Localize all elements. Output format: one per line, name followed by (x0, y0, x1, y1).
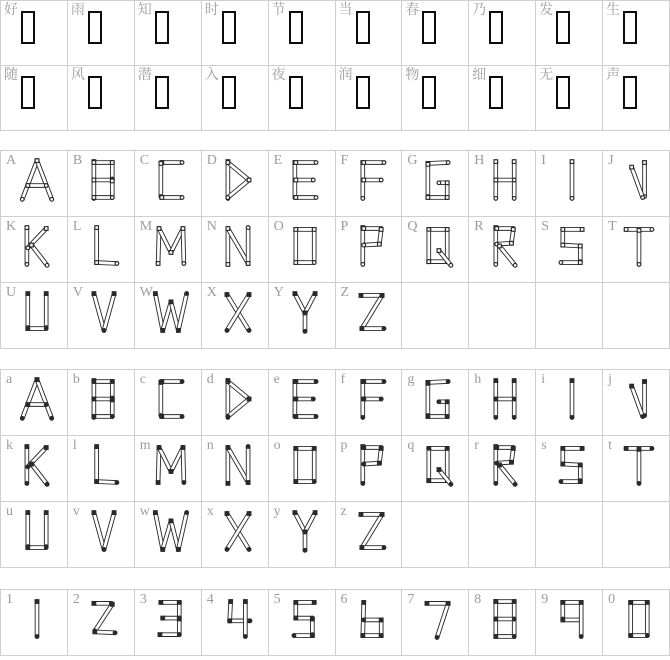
glyph-cell-empty (402, 283, 469, 349)
glyph-cell-细 (469, 66, 536, 131)
safety-pin-glyph-icon (14, 441, 60, 489)
cell-label: D (206, 153, 217, 168)
cell-label: o (273, 438, 281, 453)
safety-pin-glyph-icon (215, 156, 261, 204)
notdef-box-icon (556, 11, 570, 44)
glyph-cell-F (336, 151, 403, 217)
cell-label: 润 (338, 68, 353, 83)
safety-pin-glyph-icon (616, 595, 662, 643)
safety-pin-glyph-icon (81, 156, 127, 204)
cell-label: 7 (407, 592, 415, 607)
glyph-cell-声 (603, 66, 670, 131)
safety-pin-glyph-icon (148, 288, 194, 336)
safety-pin-glyph-icon (349, 507, 395, 555)
glyph-cell-好 (1, 1, 68, 66)
glyph-cell-Y (269, 283, 336, 349)
cell-label: S (541, 219, 549, 234)
safety-pin-glyph-icon (148, 595, 194, 643)
cell-label: k (6, 438, 13, 453)
glyph-cell-x (202, 502, 269, 568)
glyph-cell-o (269, 436, 336, 502)
cell-label: V (72, 285, 84, 300)
safety-pin-glyph-icon (282, 288, 328, 336)
glyph-cell-时 (202, 1, 269, 66)
glyph-cell-d (202, 370, 269, 436)
cell-label: W (139, 285, 154, 300)
glyph-cell-empty (536, 502, 603, 568)
notdef-box-icon (356, 11, 370, 44)
safety-pin-glyph-icon (415, 222, 461, 270)
glyph-cell-O (269, 217, 336, 283)
glyph-cell-r (469, 436, 536, 502)
safety-pin-glyph-icon (148, 507, 194, 555)
glyph-cell-z (336, 502, 403, 568)
cell-label: s (541, 438, 547, 453)
glyph-cell-c (135, 370, 202, 436)
glyph-cell-g (402, 370, 469, 436)
cell-label: 物 (405, 68, 420, 83)
cell-label: f (340, 372, 346, 387)
glyph-cell-4 (202, 590, 269, 656)
cell-label: G (407, 153, 418, 168)
cell-label: L (72, 219, 82, 234)
cell-label: T (608, 219, 617, 234)
cell-label: 潜 (137, 68, 152, 83)
safety-pin-glyph-icon (415, 441, 461, 489)
glyph-cell-Z (336, 283, 403, 349)
safety-pin-glyph-icon (282, 222, 328, 270)
notdef-box-icon (489, 11, 503, 44)
cell-label: Y (273, 285, 284, 300)
glyph-cell-R (469, 217, 536, 283)
glyph-cell-f (336, 370, 403, 436)
cell-label: O (273, 219, 284, 234)
glyph-cell-p (336, 436, 403, 502)
notdef-box-icon (21, 76, 35, 109)
cell-label: y (273, 504, 281, 519)
notdef-box-icon (289, 76, 303, 109)
glyph-cell-5 (269, 590, 336, 656)
cell-label: 0 (608, 592, 616, 607)
cell-label: n (206, 438, 214, 453)
safety-pin-glyph-icon (415, 595, 461, 643)
safety-pin-glyph-icon (482, 156, 528, 204)
safety-pin-glyph-icon (616, 156, 662, 204)
cell-label: 5 (273, 592, 281, 607)
cell-label: 发 (539, 3, 554, 18)
glyph-cell-v (68, 502, 135, 568)
cell-label: 知 (137, 3, 152, 18)
glyph-cell-K (1, 217, 68, 283)
cell-label: 当 (338, 3, 353, 18)
glyph-cell-生 (603, 1, 670, 66)
safety-pin-glyph-icon (616, 441, 662, 489)
glyph-cell-L (68, 217, 135, 283)
glyph-cell-春 (402, 1, 469, 66)
glyph-cell-A (1, 151, 68, 217)
cell-label: H (474, 153, 485, 168)
glyph-cell-X (202, 283, 269, 349)
cell-label: I (541, 153, 546, 168)
safety-pin-glyph-icon (549, 375, 595, 423)
glyph-cell-empty (603, 283, 670, 349)
cell-label: P (340, 219, 349, 234)
glyph-cell-U (1, 283, 68, 349)
glyph-cell-E (269, 151, 336, 217)
safety-pin-glyph-icon (81, 507, 127, 555)
cell-label: B (72, 153, 83, 168)
glyph-cell-物 (402, 66, 469, 131)
safety-pin-glyph-icon (148, 375, 194, 423)
safety-pin-glyph-icon (14, 595, 60, 643)
safety-pin-glyph-icon (482, 441, 528, 489)
cell-label: 6 (340, 592, 348, 607)
lowercase-table (0, 369, 670, 568)
glyph-cell-T (603, 217, 670, 283)
glyph-cell-N (202, 217, 269, 283)
safety-pin-glyph-icon (148, 441, 194, 489)
cell-label: z (340, 504, 347, 519)
cell-label: F (340, 153, 349, 168)
cell-label: 春 (405, 3, 420, 18)
safety-pin-glyph-icon (14, 507, 60, 555)
glyph-cell-t (603, 436, 670, 502)
cell-label: 节 (271, 3, 286, 18)
glyph-cell-y (269, 502, 336, 568)
safety-pin-glyph-icon (81, 595, 127, 643)
safety-pin-glyph-icon (282, 441, 328, 489)
glyph-cell-夜 (269, 66, 336, 131)
cell-label: C (139, 153, 150, 168)
glyph-cell-知 (135, 1, 202, 66)
safety-pin-glyph-icon (81, 288, 127, 336)
safety-pin-glyph-icon (215, 375, 261, 423)
cell-label: g (407, 372, 415, 387)
glyph-cell-n (202, 436, 269, 502)
cell-label: 4 (206, 592, 214, 607)
glyph-cell-7 (402, 590, 469, 656)
glyph-cell-empty (536, 283, 603, 349)
glyph-cell-B (68, 151, 135, 217)
cell-label: M (139, 219, 153, 234)
notdef-box-icon (289, 11, 303, 44)
safety-pin-glyph-icon (215, 595, 261, 643)
glyph-cell-当 (336, 1, 403, 66)
safety-pin-glyph-icon (482, 595, 528, 643)
glyph-cell-a (1, 370, 68, 436)
safety-pin-glyph-icon (215, 507, 261, 555)
cell-label: Q (407, 219, 418, 234)
cell-label: d (206, 372, 214, 387)
cell-label: X (206, 285, 217, 300)
cell-label: m (139, 438, 151, 453)
cell-label: 3 (139, 592, 147, 607)
notdef-box-icon (556, 76, 570, 109)
safety-pin-glyph-icon (549, 441, 595, 489)
glyph-cell-i (536, 370, 603, 436)
cell-label: 雨 (70, 3, 85, 18)
safety-pin-glyph-icon (282, 507, 328, 555)
glyph-cell-发 (536, 1, 603, 66)
cell-label: h (474, 372, 482, 387)
glyph-cell-u (1, 502, 68, 568)
safety-pin-glyph-icon (14, 156, 60, 204)
safety-pin-glyph-icon (148, 156, 194, 204)
safety-pin-glyph-icon (482, 222, 528, 270)
glyph-cell-2 (68, 590, 135, 656)
safety-pin-glyph-icon (282, 375, 328, 423)
cell-label: K (6, 219, 17, 234)
glyph-cell-雨 (68, 1, 135, 66)
safety-pin-glyph-icon (81, 222, 127, 270)
safety-pin-glyph-icon (14, 222, 60, 270)
digits-table (0, 589, 670, 656)
glyph-cell-无 (536, 66, 603, 131)
glyph-cell-q (402, 436, 469, 502)
glyph-cell-V (68, 283, 135, 349)
safety-pin-glyph-icon (81, 441, 127, 489)
safety-pin-glyph-icon (349, 441, 395, 489)
cell-label: 夜 (271, 68, 286, 83)
glyph-cell-e (269, 370, 336, 436)
safety-pin-glyph-icon (215, 441, 261, 489)
glyph-cell-S (536, 217, 603, 283)
cell-label: i (541, 372, 546, 387)
notdef-box-icon (222, 76, 236, 109)
cell-label: e (273, 372, 280, 387)
cell-label: 细 (472, 68, 487, 83)
cell-label: r (474, 438, 479, 453)
glyph-cell-8 (469, 590, 536, 656)
safety-pin-glyph-icon (349, 375, 395, 423)
notdef-box-icon (422, 11, 436, 44)
cell-label: p (340, 438, 348, 453)
notdef-box-icon (422, 76, 436, 109)
safety-pin-glyph-icon (349, 222, 395, 270)
cell-label: J (608, 153, 614, 168)
cell-label: q (407, 438, 415, 453)
cell-label: 无 (539, 68, 554, 83)
glyph-cell-节 (269, 1, 336, 66)
cell-label: 风 (70, 68, 85, 83)
glyph-cell-w (135, 502, 202, 568)
notdef-box-icon (489, 76, 503, 109)
glyph-cell-H (469, 151, 536, 217)
cell-label: A (6, 153, 17, 168)
glyph-cell-empty (603, 502, 670, 568)
safety-pin-glyph-icon (482, 375, 528, 423)
cell-label: 好 (4, 3, 18, 18)
cell-label: 2 (72, 592, 80, 607)
cell-label: w (139, 504, 150, 519)
cell-label: t (608, 438, 612, 453)
safety-pin-glyph-icon (282, 156, 328, 204)
glyph-cell-b (68, 370, 135, 436)
cell-label: a (6, 372, 13, 387)
glyph-cell-s (536, 436, 603, 502)
glyph-cell-入 (202, 66, 269, 131)
glyph-cell-empty (469, 502, 536, 568)
cell-label: 1 (6, 592, 13, 607)
cell-label: v (72, 504, 80, 519)
glyph-cell-J (603, 151, 670, 217)
cell-label: Z (340, 285, 350, 300)
glyph-cell-风 (68, 66, 135, 131)
glyph-cell-j (603, 370, 670, 436)
cell-label: j (608, 372, 612, 387)
safety-pin-glyph-icon (349, 288, 395, 336)
cell-label: c (139, 372, 147, 387)
notdef-box-icon (21, 11, 35, 44)
notdef-box-icon (88, 76, 102, 109)
safety-pin-glyph-icon (616, 375, 662, 423)
cell-label: 入 (204, 68, 219, 83)
safety-pin-glyph-icon (282, 595, 328, 643)
glyph-cell-W (135, 283, 202, 349)
cell-label: l (72, 438, 77, 453)
glyph-cell-G (402, 151, 469, 217)
safety-pin-glyph-icon (349, 156, 395, 204)
cell-label: x (206, 504, 214, 519)
glyph-cell-P (336, 217, 403, 283)
cell-label: U (6, 285, 17, 300)
cell-label: R (474, 219, 484, 234)
cell-label: 乃 (472, 3, 487, 18)
glyph-cell-乃 (469, 1, 536, 66)
safety-pin-glyph-icon (415, 375, 461, 423)
glyph-cell-随 (1, 66, 68, 131)
safety-pin-glyph-icon (616, 222, 662, 270)
notdef-box-icon (155, 76, 169, 109)
glyph-cell-m (135, 436, 202, 502)
safety-pin-glyph-icon (215, 288, 261, 336)
safety-pin-glyph-icon (14, 288, 60, 336)
notdef-box-icon (88, 11, 102, 44)
notdef-box-icon (356, 76, 370, 109)
safety-pin-glyph-icon (549, 595, 595, 643)
hanzi-preview-table (0, 0, 670, 131)
glyph-cell-l (68, 436, 135, 502)
cell-label: E (273, 153, 283, 168)
cell-label: 声 (606, 68, 621, 83)
safety-pin-glyph-icon (349, 595, 395, 643)
safety-pin-glyph-icon (415, 156, 461, 204)
cell-label: u (6, 504, 13, 519)
cell-label: N (206, 219, 217, 234)
glyph-cell-Q (402, 217, 469, 283)
glyph-cell-润 (336, 66, 403, 131)
glyph-cell-h (469, 370, 536, 436)
notdef-box-icon (155, 11, 169, 44)
glyph-cell-C (135, 151, 202, 217)
glyph-cell-D (202, 151, 269, 217)
safety-pin-glyph-icon (148, 222, 194, 270)
safety-pin-glyph-icon (215, 222, 261, 270)
glyph-cell-潜 (135, 66, 202, 131)
notdef-box-icon (222, 11, 236, 44)
notdef-box-icon (623, 11, 637, 44)
glyph-cell-k (1, 436, 68, 502)
safety-pin-glyph-icon (14, 375, 60, 423)
safety-pin-glyph-icon (81, 375, 127, 423)
safety-pin-glyph-icon (549, 156, 595, 204)
glyph-cell-6 (336, 590, 403, 656)
glyph-cell-3 (135, 590, 202, 656)
cell-label: 随 (4, 68, 18, 83)
safety-pin-glyph-icon (549, 222, 595, 270)
glyph-cell-1 (1, 590, 68, 656)
cell-label: 生 (606, 3, 621, 18)
cell-label: b (72, 372, 80, 387)
notdef-box-icon (623, 76, 637, 109)
glyph-cell-0 (603, 590, 670, 656)
glyph-cell-9 (536, 590, 603, 656)
glyph-cell-M (135, 217, 202, 283)
uppercase-table (0, 150, 670, 349)
glyph-cell-empty (469, 283, 536, 349)
cell-label: 8 (474, 592, 482, 607)
cell-label: 9 (541, 592, 549, 607)
glyph-cell-empty (402, 502, 469, 568)
cell-label: 时 (204, 3, 219, 18)
glyph-cell-I (536, 151, 603, 217)
